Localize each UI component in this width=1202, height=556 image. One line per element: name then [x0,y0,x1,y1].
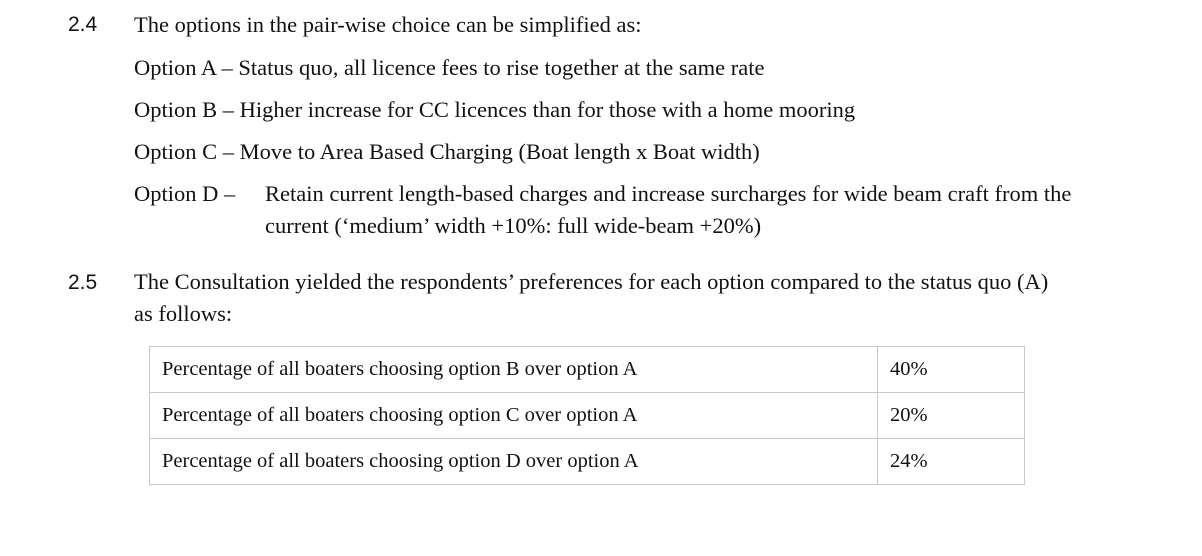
section-2-4-intro: The options in the pair-wise choice can be simplified as: [134,12,642,37]
option-d-label: Option D – [134,181,236,206]
option-d-text-line2: current (‘medium’ width +10%: full wide-beam +20%) [265,213,762,238]
section-2-5-line1: The Consultation yielded the respondents’ preferences for each option compared to the status quo (A) [134,269,1049,294]
option-c-text: Option C – Move to Area Based Charging (Boat length x Boat width) [134,139,760,164]
preferences-table [149,346,1025,485]
section-number-2-5: 2.5 [68,271,98,294]
table-cell-label: Percentage of all boaters choosing option D over option A [150,439,878,485]
section-2-5-line2: as follows: [134,301,233,326]
table-row [150,347,1025,393]
table-cell-label: Percentage of all boaters choosing option C over option A [150,393,878,439]
option-a-text: Option A – Status quo, all licence fees to rise together at the same rate [134,55,765,80]
table-cell-value: 24% [878,439,1025,485]
option-d-text-line1: Retain current length-based charges and increase surcharges for wide beam craft from the [265,181,1072,206]
section-number-2-4: 2.4 [68,13,98,36]
option-b-text: Option B – Higher increase for CC licences than for those with a home mooring [134,97,856,122]
table-cell-value: 20% [878,393,1025,439]
table-cell-label: Percentage of all boaters choosing option B over option A [150,347,878,393]
table-row [150,439,1025,485]
table-row [150,393,1025,439]
table-cell-value: 40% [878,347,1025,393]
